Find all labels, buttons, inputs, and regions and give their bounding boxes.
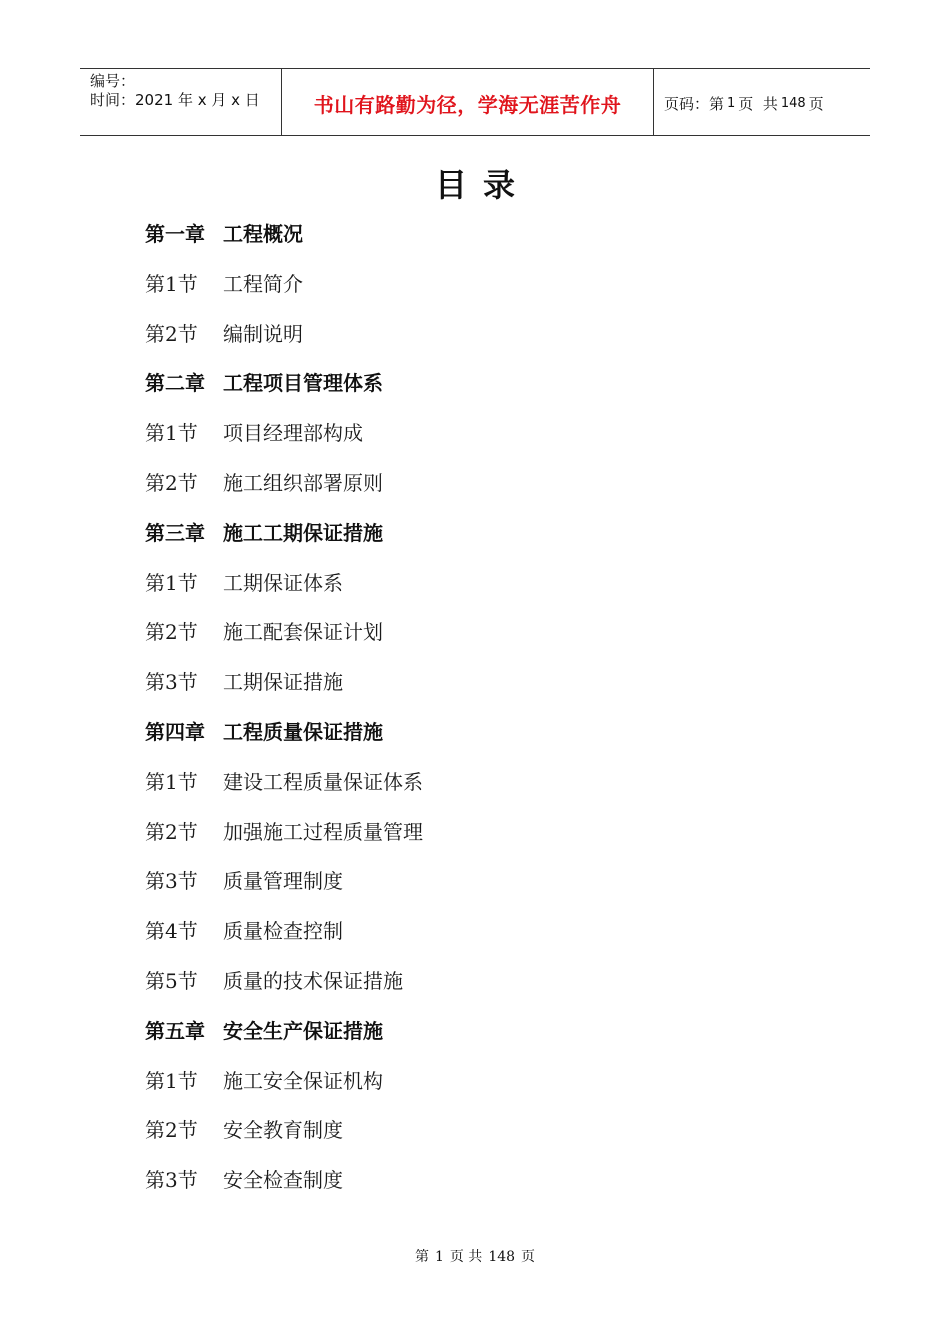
page-title: 目录 (434, 166, 531, 204)
document-header (80, 68, 870, 136)
toc-entry-number: 第5节 (145, 968, 198, 993)
toc-entry-number: 第四章 (145, 719, 205, 744)
toc-chapter-entry (145, 363, 845, 413)
toc-section-entry (145, 563, 845, 613)
footer-current: 1 (434, 1249, 444, 1265)
toc-entry-title: 工期保证体系 (223, 570, 343, 595)
toc-entry-number: 第2节 (145, 819, 198, 844)
toc-entry-title: 安全教育制度 (223, 1118, 343, 1143)
toc-entry-number: 第二章 (145, 371, 205, 396)
toc-entry-title: 编制说明 (223, 321, 303, 346)
toc-section-entry (145, 861, 845, 911)
toc-section-entry (145, 911, 845, 961)
footer-prefix: 第 (414, 1249, 429, 1265)
header-meta-cell (80, 69, 282, 135)
toc-section-entry (145, 961, 845, 1011)
toc-section-entry (145, 662, 845, 712)
toc-section-entry (145, 1160, 845, 1210)
toc-entry-number: 第三章 (145, 520, 205, 545)
toc-entry-number: 第五章 (145, 1018, 205, 1043)
toc-section-entry (145, 1110, 845, 1160)
toc-entry-title: 工期保证措施 (223, 670, 343, 695)
footer-total: 148 (488, 1249, 516, 1265)
toc-chapter-entry (145, 712, 845, 762)
toc-entry-number: 第2节 (145, 321, 198, 346)
toc-section-entry (145, 314, 845, 364)
toc-entry-number: 第1节 (145, 1068, 198, 1093)
toc-entry-title: 安全检查制度 (223, 1168, 343, 1193)
time-label: 时间：2021 年 x 月 x 日 (90, 91, 260, 109)
toc-entry-number: 第3节 (145, 1168, 198, 1193)
toc-entry-number: 第1节 (145, 769, 198, 794)
toc-chapter-entry (145, 513, 845, 563)
toc-chapter-entry (145, 1011, 845, 1061)
toc-entry-title: 质量检查控制 (223, 919, 343, 944)
toc-entry-title: 质量管理制度 (223, 869, 343, 894)
page-mid: 页 共 (738, 94, 778, 113)
footer-mid: 页 共 (449, 1249, 483, 1265)
toc-entry-title: 安全生产保证措施 (223, 1018, 383, 1043)
toc-section-entry (145, 812, 845, 862)
footer-suffix: 页 (521, 1249, 536, 1265)
toc-entry-title: 工程项目管理体系 (223, 371, 383, 396)
toc-section-entry (145, 1061, 845, 1111)
toc-entry-title: 加强施工过程质量管理 (223, 819, 423, 844)
toc-entry-title: 施工工期保证措施 (223, 520, 383, 545)
toc-entry-title: 工程概况 (223, 222, 303, 246)
toc-entry-title: 建设工程质量保证体系 (223, 769, 423, 794)
toc-entry-number: 第1节 (145, 421, 198, 446)
toc-section-entry (145, 762, 845, 812)
header-page-cell (654, 69, 870, 135)
toc-entry-number: 第2节 (145, 620, 198, 645)
toc-section-entry (145, 463, 845, 513)
toc-entry-number: 第3节 (145, 670, 198, 695)
page-footer (0, 1246, 950, 1266)
toc-entry-number: 第4节 (145, 919, 198, 944)
toc-entry-number: 第一章 (145, 222, 205, 246)
toc-chapter-entry (145, 214, 845, 264)
toc-section-entry (145, 413, 845, 463)
toc-entry-title: 施工配套保证计划 (223, 620, 383, 645)
table-of-contents (145, 214, 845, 1210)
motto-text: 书山有路勤为径，学海无涯苦作舟 (313, 92, 622, 117)
toc-section-entry (145, 264, 845, 314)
toc-section-entry (145, 612, 845, 662)
page-suffix: 页 (808, 94, 824, 113)
toc-entry-title: 质量的技术保证措施 (223, 968, 403, 993)
toc-entry-title: 工程质量保证措施 (223, 719, 383, 744)
toc-entry-number: 第2节 (145, 1118, 198, 1143)
toc-entry-number: 第3节 (145, 869, 198, 894)
page-total: 148 (780, 95, 806, 111)
toc-entry-title: 施工安全保证机构 (223, 1068, 383, 1093)
toc-entry-number: 第1节 (145, 570, 198, 595)
page-prefix: 页码：第 (664, 94, 725, 113)
header-motto-cell (282, 69, 654, 135)
toc-entry-title: 项目经理部构成 (223, 421, 363, 446)
toc-entry-title: 施工组织部署原则 (223, 470, 383, 495)
toc-entry-number: 第2节 (145, 470, 198, 495)
serial-number-label: 编号： (90, 72, 136, 90)
toc-entry-number: 第1节 (145, 271, 198, 296)
page-current: 1 (727, 95, 736, 111)
toc-entry-title: 工程简介 (223, 271, 303, 296)
